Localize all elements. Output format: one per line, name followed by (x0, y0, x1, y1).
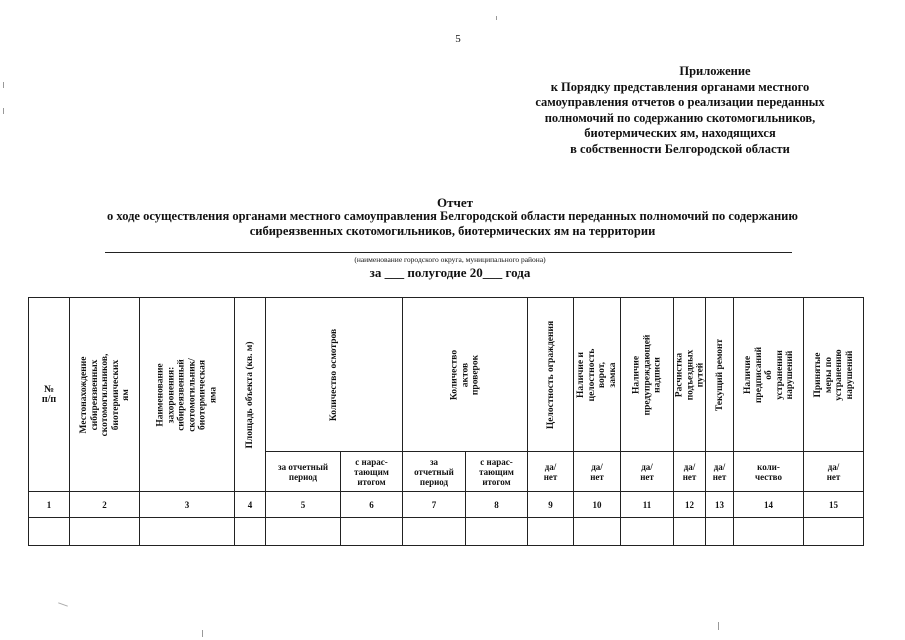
header-gates-text: Наличие и целостность ворот, замка (576, 348, 618, 401)
empty-cell[interactable] (466, 518, 528, 546)
column-number: 9 (528, 492, 574, 518)
header-repair (706, 298, 734, 452)
scan-mark (202, 630, 203, 637)
empty-cell[interactable] (734, 518, 804, 546)
subheader-signs: да/ нет (621, 452, 674, 492)
header-fence (528, 298, 574, 452)
subheader-cumulative2: с нарас- тающим итогом (466, 452, 528, 492)
scan-mark (718, 622, 719, 630)
subheader-repair: да/ нет (706, 452, 734, 492)
column-number: 12 (674, 492, 706, 518)
column-number: 4 (235, 492, 266, 518)
empty-cell[interactable] (621, 518, 674, 546)
header-inspections-text: Количество осмотров (328, 328, 339, 421)
scan-mark (496, 16, 497, 20)
column-number: 2 (70, 492, 140, 518)
scan-mark (3, 82, 4, 88)
appendix-line: к Порядку представления органами местного (550, 79, 810, 94)
empty-cell[interactable] (29, 518, 70, 546)
subheader-period2: за отчетный период (403, 452, 466, 492)
empty-cell[interactable] (528, 518, 574, 546)
empty-data-row (29, 518, 864, 546)
subheader-orders: коли- чество (734, 452, 804, 492)
subheader-cumulative1: с нарас- тающим итогом (341, 452, 403, 492)
empty-cell[interactable] (341, 518, 403, 546)
appendix-line: биотермических ям, находящихся (584, 126, 776, 140)
header-name-text: Наименование захоронения: сибиреязвенный скотомогильник/ биотермическая яма (155, 357, 218, 432)
header-acts (403, 298, 528, 452)
empty-cell[interactable] (403, 518, 466, 546)
report-table (28, 297, 864, 546)
column-number-row (29, 492, 864, 518)
column-number: 6 (341, 492, 403, 518)
header-area-text: Площадь объекта (кв. м) (244, 341, 255, 448)
header-location-text: Местонахождение сибиреязвенных скотомогильников, биотермических ям (78, 353, 131, 436)
territory-caption: (наименование городского округа, муниципального района) (354, 255, 546, 264)
report-period: за ___ полугодие 20___ года (369, 265, 531, 280)
empty-cell[interactable] (804, 518, 864, 546)
header-measures-text: Принятые меры по устранению нарушений (812, 348, 854, 401)
header-orders (734, 298, 804, 452)
column-number: 14 (734, 492, 804, 518)
header-signs-text: Наличие предупреждающей надписи (631, 334, 663, 415)
page-number: 5 (455, 33, 461, 45)
header-inspections (266, 298, 403, 452)
subheader-period1: за отчетный период (266, 452, 341, 492)
header-row (29, 298, 864, 452)
subheader-measures: да/ нет (804, 452, 864, 492)
header-fence-text: Целостность ограждения (545, 320, 556, 429)
column-number: 11 (621, 492, 674, 518)
territory-fill-line (105, 252, 792, 253)
appendix-line: самоуправления отчетов о реализации переданных (535, 95, 825, 109)
column-number: 1 (29, 492, 70, 518)
header-roads-text: Расчистка подъездных путей (673, 349, 705, 400)
header-roads (674, 298, 706, 452)
empty-cell[interactable] (674, 518, 706, 546)
subheader-roads: да/ нет (674, 452, 706, 492)
report-subtitle-line: сибиреязвенных скотомогильников, биотермических ям на территории (249, 224, 656, 238)
column-number: 3 (140, 492, 235, 518)
column-number: 5 (266, 492, 341, 518)
empty-cell[interactable] (70, 518, 140, 546)
appendix-block (470, 64, 890, 157)
header-name (140, 298, 235, 492)
header-orders-text: Наличие предписаний об устранении нарушений (742, 346, 795, 403)
appendix-line: полномочий по содержанию скотомогильников, (544, 110, 816, 125)
report-subtitle (20, 209, 885, 239)
header-repair-text: Текущий ремонт (714, 338, 725, 411)
header-location (70, 298, 140, 492)
header-num: № п/п (29, 298, 70, 492)
header-area (235, 298, 266, 492)
empty-cell[interactable] (574, 518, 621, 546)
report-title: Отчет (437, 195, 473, 210)
subheader-gates: да/ нет (574, 452, 621, 492)
scan-mark (58, 602, 68, 606)
header-signs (621, 298, 674, 452)
scan-mark (3, 108, 4, 114)
header-measures (804, 298, 864, 452)
column-number: 15 (804, 492, 864, 518)
column-number: 13 (706, 492, 734, 518)
empty-cell[interactable] (140, 518, 235, 546)
header-gates (574, 298, 621, 452)
appendix-line: в собственности Белгородской области (570, 141, 790, 156)
header-acts-text: Количество актов проверок (449, 349, 481, 400)
appendix-title: Приложение (679, 64, 751, 78)
report-subtitle-line: о ходе осуществления органами местного самоуправления Белгородской области переданных полномочий по содержанию (107, 209, 798, 223)
empty-cell[interactable] (235, 518, 266, 546)
column-number: 8 (466, 492, 528, 518)
column-number: 10 (574, 492, 621, 518)
subheader-fence: да/ нет (528, 452, 574, 492)
column-number: 7 (403, 492, 466, 518)
empty-cell[interactable] (706, 518, 734, 546)
empty-cell[interactable] (266, 518, 341, 546)
